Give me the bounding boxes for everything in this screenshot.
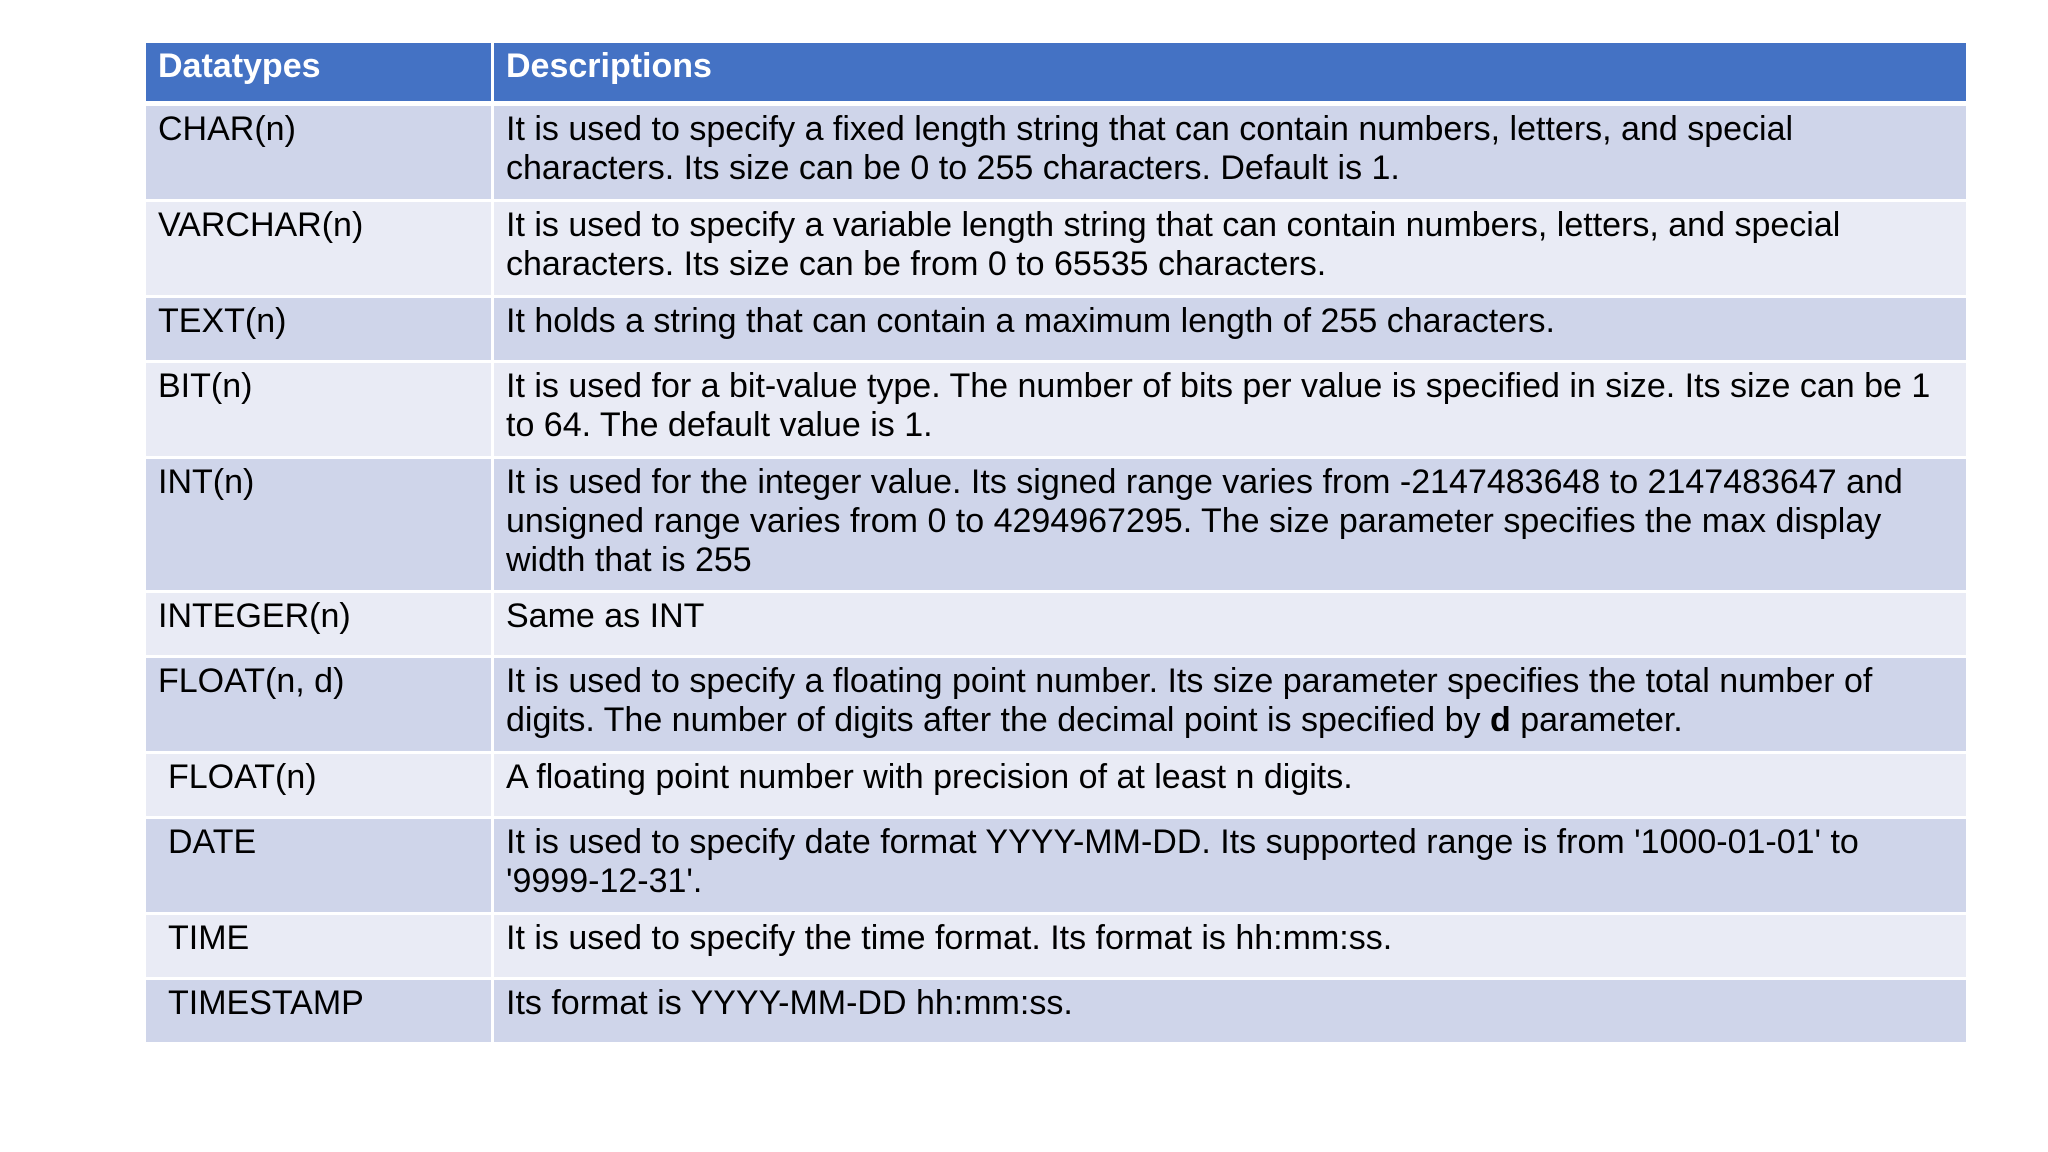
datatype-cell: TIMESTAMP	[145, 979, 493, 1044]
datatype-cell: TEXT(n)	[145, 297, 493, 362]
table-row	[145, 458, 1968, 592]
description-cell: It holds a string that can contain a maximum length of 255 characters.	[493, 297, 1968, 362]
table-row	[145, 201, 1968, 297]
table-row	[145, 362, 1968, 458]
description-text: parameter.	[1510, 701, 1683, 739]
datatype-cell: DATE	[145, 818, 493, 914]
description-cell: Its format is YYYY-MM-DD hh:mm:ss.	[493, 979, 1968, 1044]
datatype-cell: TIME	[145, 914, 493, 979]
table-row	[145, 592, 1968, 657]
description-cell: It is used for the integer value. Its signed range varies from -2147483648 to 2147483647 and unsigned range varies from 0 to 4294967295. The size parameter specifies the max display width that is 255	[493, 458, 1968, 592]
description-cell: It is used to specify the time format. Its format is hh:mm:ss.	[493, 914, 1968, 979]
table-row	[145, 297, 1968, 362]
datatype-cell: VARCHAR(n)	[145, 201, 493, 297]
description-cell: It is used to specify date format YYYY-MM-DD. Its supported range is from '1000-01-01' to '9999-12-31'.	[493, 818, 1968, 914]
table-row	[145, 818, 1968, 914]
description-text: It is used to specify a floating point number. Its size parameter specifies the total number of digits. The number of digits after the decimal point is specified by	[506, 662, 1873, 739]
description-cell: It is used for a bit-value type. The number of bits per value is specified in size. Its size can be 1 to 64. The default value is 1.	[493, 362, 1968, 458]
table-row	[145, 979, 1968, 1044]
table-header-row	[145, 42, 1968, 104]
description-cell	[493, 657, 1968, 753]
description-bold-param: d	[1490, 701, 1511, 739]
datatype-cell: INT(n)	[145, 458, 493, 592]
table-row	[145, 914, 1968, 979]
datatype-cell: FLOAT(n, d)	[145, 657, 493, 753]
datatypes-table	[143, 40, 1969, 1045]
datatype-cell: FLOAT(n)	[145, 753, 493, 818]
description-cell: It is used to specify a fixed length string that can contain numbers, letters, and special characters. Its size can be 0 to 255 characters. Default is 1.	[493, 104, 1968, 201]
datatype-cell: BIT(n)	[145, 362, 493, 458]
description-cell: It is used to specify a variable length string that can contain numbers, letters, and special characters. Its size can be from 0 to 65535 characters.	[493, 201, 1968, 297]
table-row	[145, 753, 1968, 818]
description-cell: A floating point number with precision of at least n digits.	[493, 753, 1968, 818]
table-row	[145, 657, 1968, 753]
header-datatypes: Datatypes	[145, 42, 493, 104]
table-row	[145, 104, 1968, 201]
datatype-cell: INTEGER(n)	[145, 592, 493, 657]
header-descriptions: Descriptions	[493, 42, 1968, 104]
description-cell: Same as INT	[493, 592, 1968, 657]
datatype-cell: CHAR(n)	[145, 104, 493, 201]
